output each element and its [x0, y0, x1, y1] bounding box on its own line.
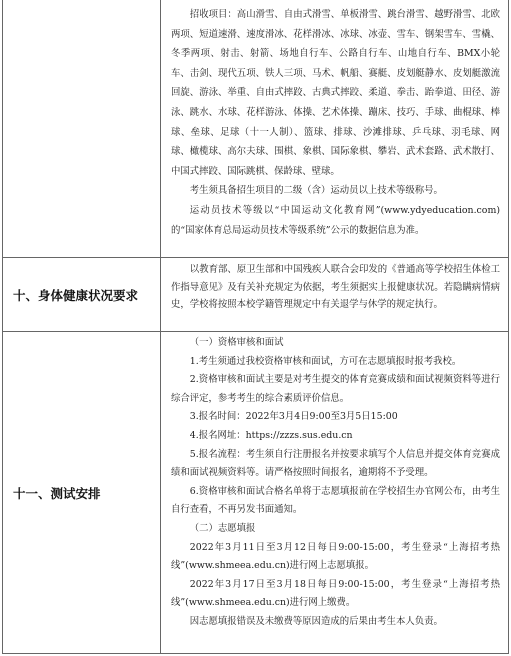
test-item-1: 1.考生须通过我校资格审核和面试，方可在志愿填报时报考我校。: [189, 355, 462, 367]
application-date-1: 2022年3月11日至3月12日每日9:00-15:00，考生登录“上海招考热线”(www.shmeea.edu.cn)进行网上志愿填报。: [171, 541, 500, 572]
test-item-4: 4.报名网址：https://zzzs.sus.edu.cn: [189, 429, 353, 441]
athlete-level-paragraph: 考生须具备招生项目的二级（含）运动员以上技术等级称号。: [189, 185, 443, 197]
test-item-3: 3.报名时间：2022年3月4日9:00至3月5日15:00: [189, 411, 398, 423]
section-heading-application: （二）志愿填报: [189, 522, 256, 534]
sports-list-paragraph: 招收项目：高山滑雪、自由式滑雪、单板滑雪、跳台滑雪、越野滑雪、北欧两项、短道速滑、速度滑冰、花样滑冰、冰球、冰壶、雪车、钢架雪车、雪橇、冬季两项、射击、射箭、场地自行车、公路自行车、山地自行车、BMX小轮车、击剑、现代五项、铁人三项、马术、帆船、赛艇、皮划艇静水、皮划艇激流回旋、游泳、举重、自由式摔跤、古典式摔跤、柔道、拳击、跆拳道、田径、游泳、跳水、水球、花样游泳、体操、艺术体操、蹦床、技巧、手球、曲棍球、棒球、垒球、足球（十一人制）、篮球、排球、沙滩排球、乒乓球、羽毛球、网球、橄榄球、高尔夫球、围棋、象棋、国际象棋、攀岩、武术套路、武术散打、中国式摔跤、国际跳棋、保龄球、壁球。: [171, 9, 500, 177]
admissions-table: [2, 0, 509, 654]
row-content-test: [161, 332, 508, 653]
row-label-health: 十、身体健康状况要求: [3, 258, 161, 331]
athlete-level-source-paragraph: 运动员技术等级以“中国运动文化教育网”(www.ydyeducation.com)的“国家体育总局运动员技术等级系统”公示的数据信息为准。: [171, 204, 500, 236]
row-label-empty: [3, 0, 161, 257]
row-content-projects: [161, 0, 508, 257]
test-item-5: 5.报名流程：考生须自行注册报名并按要求填写个人信息并提交体育竞赛成绩和面试视频资料等。请严格按照时间报名，逾期将不予受理。: [171, 448, 500, 479]
test-item-2: 2.资格审核和面试主要是对考生提交的体育竞赛成绩和面试视频资料等进行综合评定，参考考生的综合素质评价信息。: [171, 374, 500, 404]
table-row-health: [3, 257, 508, 331]
table-row-projects: [3, 0, 508, 257]
row-content-health: [161, 258, 508, 331]
responsibility-note: 因志愿填报错误及未缴费等原因造成的后果由考生本人负责。: [189, 615, 443, 627]
section-heading-review: （一）资格审核和面试: [189, 337, 284, 348]
health-paragraph: 以教育部、原卫生部和中国残疾人联合会印发的《普通高等学校招生体检工作指导意见》及有关补充规定为依据，考生须据实上报健康状况。若隐瞒病情病史，学校将按照本校学籍管理规定中有关退学与休学的规定执行。: [171, 264, 500, 310]
test-item-6: 6.资格审核和面试合格名单将于志愿填报前在学校招生办官网公布，由考生自行查看，不再另发书面通知。: [171, 485, 500, 516]
row-label-test: 十一、测试安排: [3, 332, 161, 653]
application-date-2: 2022年3月17日至3月18日每日9:00-15:00，考生登录“上海招考热线”(www.shmeea.edu.cn)进行网上缴费。: [171, 578, 500, 609]
table-row-test: [3, 331, 508, 653]
